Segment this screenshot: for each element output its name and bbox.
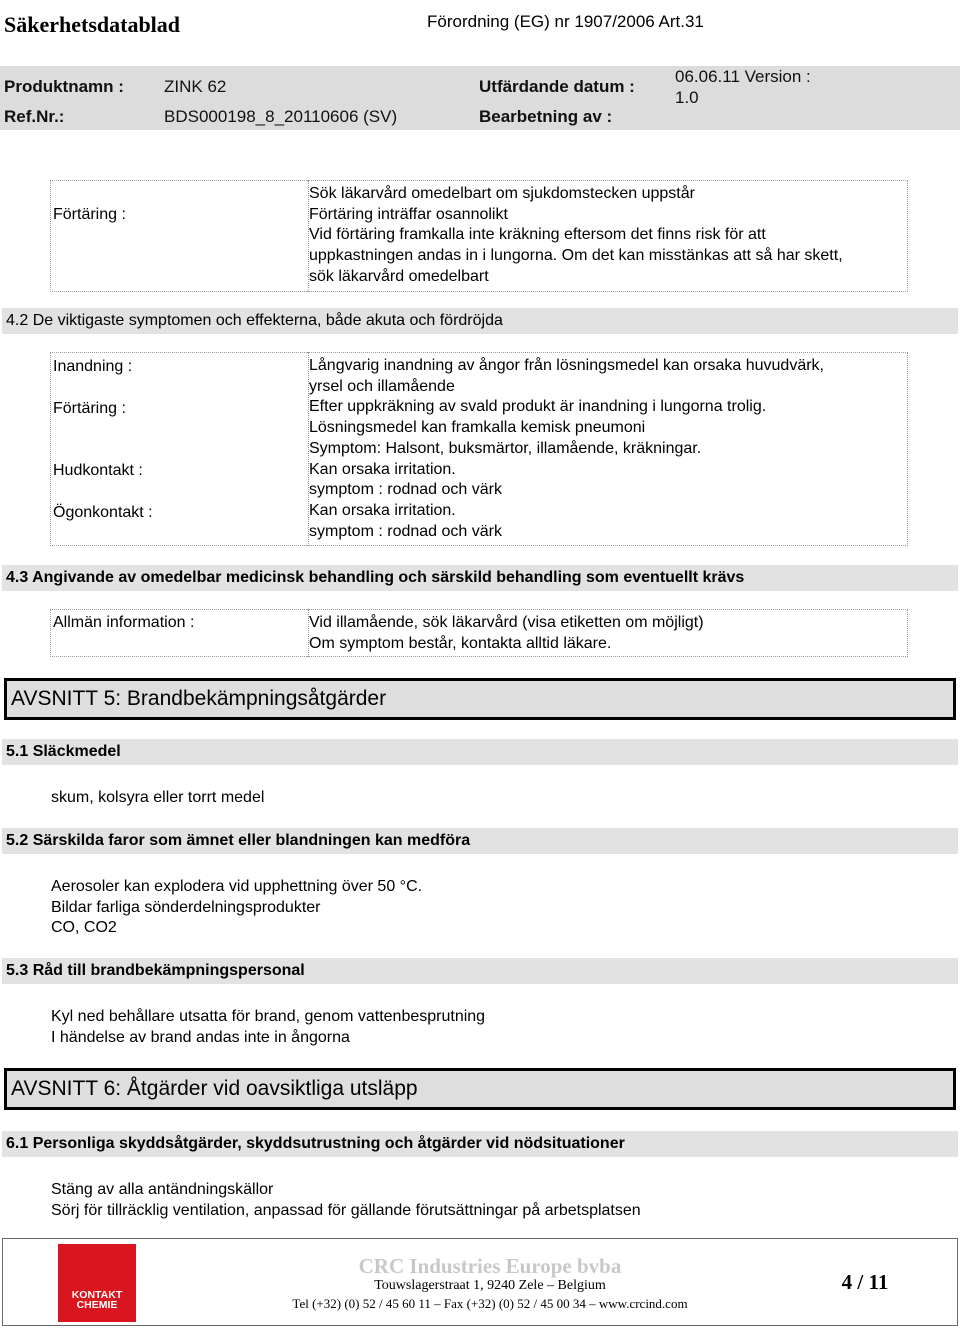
personal-precautions-text — [51, 1180, 641, 1221]
section-6-title: AVSNITT 6: Åtgärder vid oavsiktliga utsläpp — [4, 1068, 956, 1110]
logo-text-line2: CHEMIE — [76, 1299, 118, 1311]
inhalation-label: Inandning : — [53, 358, 133, 375]
ref-number-label: Ref.Nr.: — [4, 107, 65, 126]
text-line: Bildar farliga sönderdelningsprodukter — [51, 898, 321, 916]
text-line: sök läkarvård omedelbart — [309, 267, 489, 285]
text-line: Sök läkarvård omedelbart om sjukdomstecken uppstår — [309, 185, 695, 202]
text-line: Aerosoler kan explodera vid upphettning över 50 °C. — [51, 878, 423, 895]
regulation-reference: Förordning (EG) nr 1907/2006 Art.31 — [427, 12, 704, 31]
product-name-value: ZINK 62 — [164, 77, 227, 96]
text-line: CO, CO2 — [51, 919, 117, 937]
text-line: uppkastningen andas in i lungorna. Om det kan misstänkas att så har skett, — [309, 247, 843, 265]
text-line: Stäng av alla antändningskällor — [51, 1181, 274, 1198]
text-line: Kyl ned behållare utsatta för brand, genom vattenbesprutning — [51, 1008, 486, 1025]
eye-contact-label: Ögonkontakt : — [53, 504, 153, 521]
firefighter-advice-text — [51, 1007, 485, 1048]
ref-number-value: BDS000198_8_20110606 (SV) — [164, 107, 398, 126]
issue-date-version: 06.06.11 Version : — [675, 67, 811, 86]
subsection-4-2-heading: 4.2 De viktigaste symptomen och effekterna, både akuta och fördröjda — [2, 308, 958, 334]
page-number: 4 / 11 — [841, 1270, 889, 1294]
text-line: Symptom: Halsont, buksmärtor, illamående, kräkningar. — [309, 439, 702, 457]
extinguishing-media-text: skum, kolsyra eller torrt medel — [51, 789, 265, 806]
subsection-5-1-heading: 5.1 Släckmedel — [2, 739, 958, 765]
issue-date-label: Utfärdande datum : — [479, 77, 635, 96]
text-line: Förtäring inträffar osannolikt — [309, 205, 508, 223]
text-line: Sörj för tillräcklig ventilation, anpassad för gällande förutsättningar på arbetsplatsen — [51, 1201, 641, 1219]
text-line: Vid illamående, sök läkarvård (visa etiketten om möjligt) — [309, 614, 704, 631]
special-hazards-text — [51, 877, 422, 939]
subsection-5-2-heading: 5.2 Särskilda faror som ämnet eller blandningen kan medföra — [2, 828, 958, 854]
text-line: yrsel och illamående — [309, 377, 455, 395]
text-line: Kan orsaka irritation. — [309, 501, 456, 519]
kontakt-chemie-logo — [58, 1244, 136, 1322]
text-line: I händelse av brand andas inte in ångorna — [51, 1028, 350, 1046]
subsection-4-3-heading: 4.3 Angivande av omedelbar medicinsk behandling och särskild behandling som eventuellt krävs — [2, 565, 958, 591]
version-number: 1.0 — [675, 88, 699, 107]
section-5-title: AVSNITT 5: Brandbekämpningsåtgärder — [4, 678, 956, 720]
processing-label: Bearbetning av : — [479, 107, 613, 126]
logo-text-line1: KONTAKT — [71, 1289, 123, 1301]
ingestion-label: Förtäring : — [53, 206, 126, 223]
general-info-text — [309, 613, 704, 654]
company-contact: Tel (+32) (0) 52 / 45 60 11 – Fax (+32) (0) 52 / 45 00 34 – www.crcind.com — [292, 1296, 688, 1311]
general-info-label: Allmän information : — [53, 614, 195, 631]
text-line: Lösningsmedel kan framkalla kemisk pneumoni — [309, 419, 646, 437]
ingestion-label-cell — [50, 180, 309, 292]
text-line: symptom : rodnad och värk — [309, 522, 502, 540]
document-title: Säkerhetsdatablad — [4, 12, 181, 37]
text-line: Långvarig inandning av ångor från lösningsmedel kan orsaka huvudvärk, — [309, 357, 824, 374]
ingestion-text — [309, 184, 843, 288]
logo-text — [60, 1290, 134, 1310]
skin-contact-label: Hudkontakt : — [53, 462, 143, 479]
symptoms-text — [309, 356, 824, 542]
subsection-6-1-heading: 6.1 Personliga skyddsåtgärder, skyddsutrustning och åtgärder vid nödsituationer — [2, 1131, 958, 1157]
text-line: Kan orsaka irritation. — [309, 460, 456, 478]
product-name-label: Produktnamn : — [4, 77, 124, 96]
company-name: CRC Industries Europe bvba — [358, 1254, 622, 1278]
text-line: Om symptom består, kontakta alltid läkare. — [309, 634, 612, 652]
text-line: symptom : rodnad och värk — [309, 481, 502, 499]
text-line: Vid förtäring framkalla inte kräkning eftersom det finns risk för att — [309, 226, 766, 244]
company-address: Touwslagerstraat 1, 9240 Zele – Belgium — [374, 1278, 606, 1293]
ingestion-label-4-2: Förtäring : — [53, 400, 126, 417]
text-line: Efter uppkräkning av svald produkt är inandning i lungorna trolig. — [309, 398, 767, 416]
subsection-5-3-heading: 5.3 Råd till brandbekämpningspersonal — [2, 958, 958, 984]
